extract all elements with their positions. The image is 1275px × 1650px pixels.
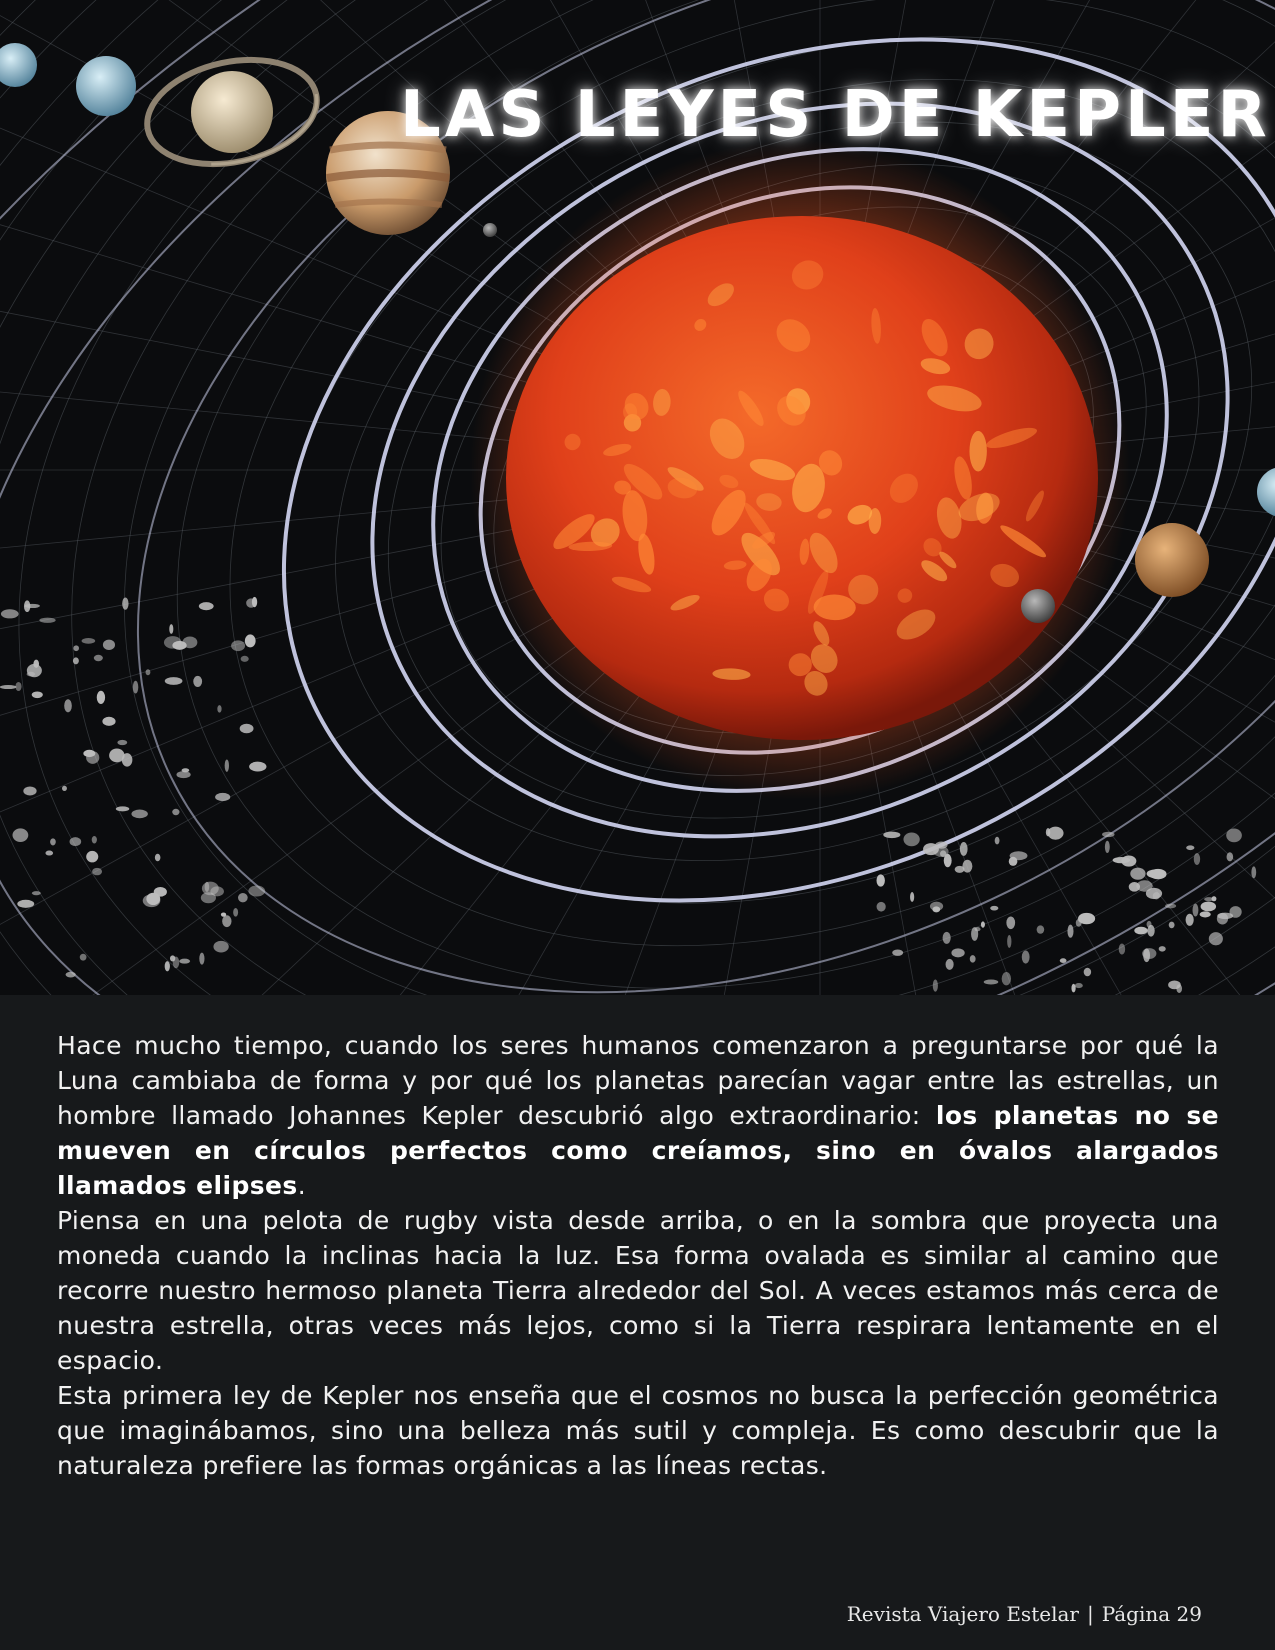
asteroid — [1209, 932, 1223, 945]
asteroid — [50, 838, 56, 845]
asteroid — [173, 957, 180, 969]
asteroid — [165, 677, 183, 685]
asteroid — [1102, 832, 1115, 837]
asteroid — [70, 837, 82, 846]
asteroid — [1084, 968, 1091, 977]
asteroid — [1194, 853, 1200, 865]
page-title: LAS LEYES DE KEPLER — [400, 78, 1271, 152]
asteroid — [199, 602, 214, 610]
asteroid — [245, 634, 256, 647]
asteroid — [202, 882, 219, 896]
asteroid — [215, 793, 230, 801]
asteroid — [1, 609, 19, 618]
asteroid — [933, 979, 938, 991]
asteroid — [179, 959, 190, 964]
asteroid — [990, 906, 998, 911]
asteroid — [1022, 951, 1030, 964]
asteroid — [92, 836, 97, 843]
asteroid — [165, 961, 170, 971]
asteroid — [1229, 906, 1241, 918]
asteroid — [39, 618, 55, 623]
asteroid — [82, 638, 96, 644]
asteroid — [182, 768, 190, 772]
asteroid — [1105, 841, 1110, 853]
asteroid — [17, 900, 34, 908]
asteroid — [80, 954, 87, 961]
asteroid — [154, 887, 167, 897]
asteroid — [1251, 866, 1256, 878]
asteroid — [169, 624, 173, 634]
asteroid — [32, 891, 41, 895]
asteroid — [240, 724, 254, 734]
asteroid — [73, 645, 79, 651]
asteroid — [66, 972, 76, 978]
asteroid — [877, 902, 886, 912]
asteroid — [1130, 868, 1145, 880]
paragraph-intro-end: . — [297, 1171, 307, 1200]
asteroid — [876, 874, 884, 886]
asteroid — [97, 691, 105, 704]
asteroid — [32, 691, 43, 698]
uranus-icon — [76, 56, 136, 116]
paragraph-rugby: Piensa en una pelota de rugby vista desde arriba, o en la sombra que proyecta una moneda cuando la inclinas hacia la luz. Esa forma ovalada es similar al camino que recorre nuestro hermoso planeta Tierra alrededor del Sol. A veces estamos más cerca de nuestra estrella, otras veces más lejos, como si la Tierra respirara lentamente en el espacio. — [57, 1206, 1219, 1375]
asteroid — [217, 705, 221, 712]
asteroid — [903, 833, 919, 847]
asteroid — [943, 932, 951, 944]
asteroid — [984, 980, 999, 985]
asteroid — [1186, 845, 1194, 850]
asteroid — [1186, 914, 1194, 926]
asteroid — [1076, 919, 1082, 927]
asteroid — [1119, 944, 1125, 955]
paragraph-conclusion: Esta primera ley de Kepler nos enseña que el cosmos no busca la perfección geométrica que imaginábamos, sino una belleza más sutil y compleja. Es como descubrir que la naturaleza prefiere las formas orgánicas a las líneas rectas. — [57, 1381, 1219, 1480]
magazine-name: Revista Viajero Estelar — [846, 1602, 1079, 1626]
asteroid — [241, 656, 249, 662]
mercury-icon — [1021, 589, 1055, 623]
asteroid — [24, 600, 30, 612]
asteroid — [1037, 925, 1045, 933]
asteroid — [164, 636, 182, 649]
asteroid — [233, 908, 238, 917]
asteroid — [193, 676, 202, 687]
asteroid — [1006, 916, 1015, 929]
asteroid — [1010, 851, 1028, 860]
asteroid — [1153, 892, 1160, 899]
asteroid — [103, 640, 115, 650]
asteroid — [971, 927, 978, 941]
asteroid — [246, 598, 256, 607]
asteroid — [1046, 828, 1050, 836]
asteroid — [62, 786, 67, 791]
asteroid — [213, 941, 228, 953]
asteroid — [960, 842, 968, 856]
asteroid — [1201, 902, 1216, 912]
asteroid — [951, 948, 964, 957]
asteroid — [146, 669, 151, 675]
asteroid — [131, 810, 147, 819]
asteroid — [944, 854, 952, 867]
asteroid — [94, 655, 103, 662]
asteroid — [1226, 829, 1242, 843]
venus-icon — [1135, 523, 1209, 597]
asteroid — [15, 682, 21, 691]
footer-separator: | — [1086, 1602, 1094, 1626]
asteroid — [1113, 857, 1130, 863]
asteroid — [248, 886, 265, 897]
asteroid — [33, 660, 39, 668]
asteroid — [910, 892, 914, 902]
paragraph-intro — [57, 1028, 1219, 1203]
asteroid — [970, 955, 976, 963]
asteroid — [1165, 904, 1176, 909]
asteroid — [1169, 922, 1175, 929]
asteroid — [86, 851, 98, 863]
asteroid — [892, 949, 903, 955]
asteroid — [172, 809, 179, 815]
asteroid — [1060, 958, 1067, 963]
asteroid — [249, 762, 266, 772]
asteroid — [1134, 927, 1147, 935]
asteroid — [1147, 921, 1152, 928]
asteroid — [1002, 972, 1011, 985]
asteroid — [1147, 869, 1165, 878]
asteroid — [1200, 911, 1211, 917]
asteroid — [1204, 897, 1213, 901]
asteroid — [1075, 983, 1083, 988]
asteroid — [1193, 904, 1199, 917]
asteroid — [946, 959, 954, 970]
asteroid — [109, 748, 124, 762]
asteroid — [199, 953, 204, 965]
asteroid — [883, 832, 900, 838]
asteroid — [1143, 948, 1150, 962]
asteroid — [231, 640, 245, 651]
asteroid — [83, 750, 95, 757]
asteroid — [1168, 980, 1181, 989]
asteroid — [155, 854, 161, 861]
asteroid — [64, 699, 72, 712]
asteroid — [92, 868, 102, 875]
asteroid — [238, 893, 248, 902]
asteroid — [205, 882, 210, 892]
asteroid — [995, 837, 1000, 845]
asteroid — [955, 866, 965, 873]
asteroid — [183, 636, 198, 648]
asteroid — [102, 717, 115, 726]
paragraph-intro-highlight: los planetas no se mueven en círculos perfectos como creíamos, sino en óvalos alargados llamados elipses — [57, 1101, 1219, 1200]
article-body — [57, 1028, 1219, 1483]
asteroid — [116, 806, 129, 811]
asteroid — [0, 685, 17, 689]
asteroid — [1227, 852, 1234, 861]
paragraph-intro-text: Hace mucho tiempo, cuando los seres humanos comenzaron a preguntarse por qué la Luna cambiaba de forma y por qué los planetas parecían vagar entre las estrellas, un hombre llamado Johannes Kepler descubrió algo extraordinario: — [57, 1031, 1219, 1130]
asteroid — [73, 657, 79, 664]
page-footer — [847, 1602, 1202, 1626]
asteroid — [23, 786, 36, 795]
asteroid — [225, 760, 229, 772]
asteroid — [133, 681, 138, 694]
asteroid — [1159, 946, 1166, 951]
asteroid — [932, 906, 940, 912]
asteroid — [117, 740, 127, 745]
asteroid — [13, 828, 29, 842]
page-number: Página 29 — [1101, 1602, 1202, 1626]
asteroid — [981, 921, 985, 927]
asteroid — [1067, 925, 1073, 938]
sun-flare — [969, 431, 986, 472]
asteroid — [1007, 935, 1011, 948]
asteroid — [122, 598, 128, 610]
asteroid — [221, 912, 226, 916]
asteroid — [1129, 882, 1140, 892]
asteroid — [222, 915, 231, 927]
asteroid — [45, 850, 53, 855]
small-moon-icon — [483, 223, 497, 237]
